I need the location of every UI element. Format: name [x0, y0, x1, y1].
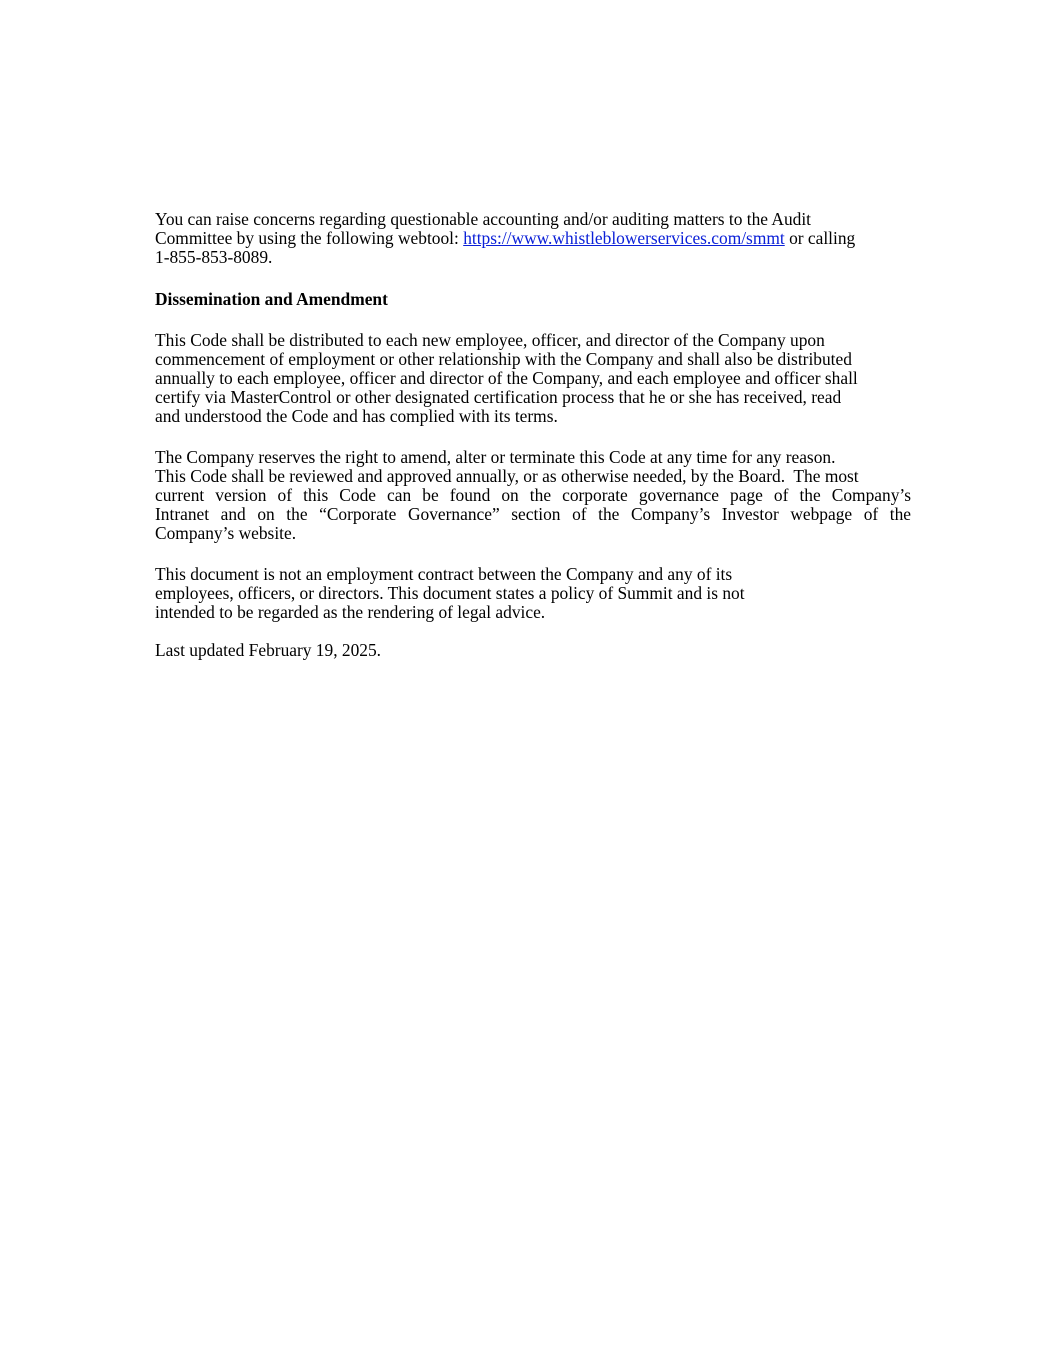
distribution-paragraph-line: certify via MasterControl or other designated certification process that he or she has received, read: [155, 387, 842, 407]
amendment-paragraph-line: The Company reserves the right to amend, alter or terminate this Code at any time for any reason.: [155, 447, 836, 467]
audit-paragraph-line-3: 1-855-853-8089.: [155, 247, 273, 267]
audit-paragraph-text: Committee by using the following webtool:: [155, 228, 464, 248]
disclaimer-paragraph-line: employees, officers, or directors. This document states a policy of Summit and is not: [155, 583, 745, 603]
distribution-paragraph-line: annually to each employee, officer and director of the Company, and each employee and officer shall: [155, 368, 858, 388]
last-updated-date: Last updated February 19, 2025.: [155, 640, 382, 660]
audit-paragraph-line-1: You can raise concerns regarding questionable accounting and/or auditing matters to the Audit: [155, 209, 812, 229]
audit-paragraph-text-after-link: or calling: [784, 228, 856, 248]
audit-paragraph-line-2: [155, 229, 855, 248]
amendment-paragraph-line: Intranet and on the “Corporate Governance” section of the Company’s Investor webpage of the: [155, 504, 911, 524]
section-heading: Dissemination and Amendment: [155, 289, 388, 309]
distribution-paragraph-line: commencement of employment or other relationship with the Company and shall also be distributed: [155, 349, 852, 369]
disclaimer-paragraph-line: intended to be regarded as the rendering of legal advice.: [155, 602, 546, 622]
amendment-paragraph-line: This Code shall be reviewed and approved annually, or as otherwise needed, by the Board. The most: [155, 466, 859, 486]
amendment-paragraph-line: Company’s website.: [155, 523, 297, 543]
distribution-paragraph-line: and understood the Code and has complied with its terms.: [155, 406, 558, 426]
whistleblower-link[interactable]: https://www.whistleblowerservices.com/smmt: [463, 228, 785, 248]
amendment-paragraph-line: current version of this Code can be found on the corporate governance page of the Company’s: [155, 485, 911, 505]
disclaimer-paragraph-line: This document is not an employment contract between the Company and any of its: [155, 564, 733, 584]
distribution-paragraph-line: This Code shall be distributed to each new employee, officer, and director of the Company upon: [155, 330, 825, 350]
